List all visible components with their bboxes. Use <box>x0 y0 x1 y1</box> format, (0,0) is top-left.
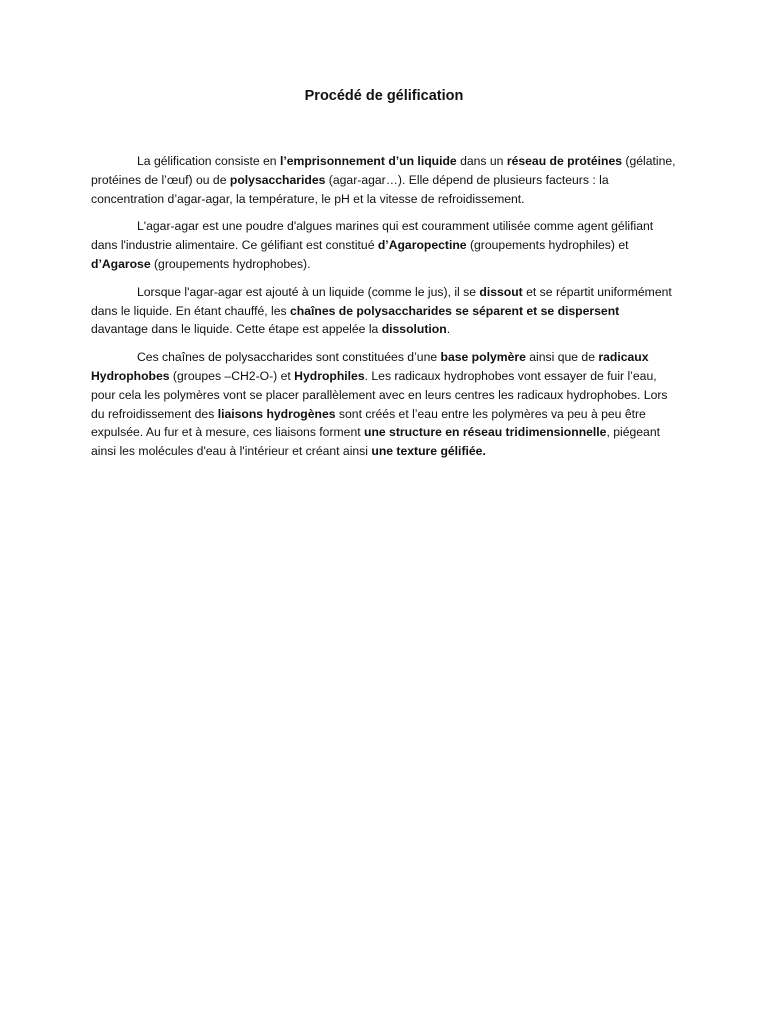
bold-text-run: une texture gélifiée. <box>371 444 486 459</box>
text-run: . Les radicaux hydrophobes vont essayer de fuir l’eau, pour cela les polymères vont se placer parallèlement avec en leurs centres les radicaux hydrophobes. Lors du refroidissement des <box>91 368 668 421</box>
text-run: (gélatine, protéines de l’œuf) ou de <box>91 154 676 187</box>
bold-text-run: radicaux Hydrophobes <box>91 350 649 383</box>
bold-text-run: d’Agaropectine <box>377 238 467 253</box>
text-run: (agar-agar…). Elle dépend de plusieurs facteurs : la concentration d’agar-agar, la température, le pH et la vitesse de refroidissement. <box>91 172 609 206</box>
bold-text-run: dissout <box>479 284 523 299</box>
text-run: , piégeant ainsi les molécules d'eau à l'intérieur et créant ainsi <box>91 425 661 459</box>
text-run: ainsi que de <box>525 350 599 365</box>
text-run: L'agar-agar est une poudre d'algues marines qui est couramment utilisée comme agent gélifiant dans l'industrie alimentaire. Ce gélifiant est constitué <box>91 219 654 253</box>
bold-text-run: dissolution <box>381 322 447 337</box>
bold-text-run: réseau de protéines <box>506 154 623 168</box>
paragraph <box>91 283 678 339</box>
bold-text-run: une structure en réseau tridimensionnelle <box>364 425 607 440</box>
bold-text-run: chaînes de polysaccharides se séparent et se dispersent <box>289 303 620 318</box>
bold-text-run: base polymère <box>440 350 526 365</box>
document-body <box>91 152 678 470</box>
bold-text-run: l’emprisonnement d’un liquide <box>279 154 457 168</box>
paragraph <box>91 217 678 273</box>
text-run: et se répartit uniformément dans le liquide. En étant chauffé, les <box>91 284 672 318</box>
text-run: dans un <box>456 154 507 168</box>
paragraph <box>91 348 678 461</box>
text-run: (groupements hydrophobes). <box>150 256 311 271</box>
text-run: davantage dans le liquide. Cette étape est appelée la <box>91 322 382 337</box>
text-run: sont créés et l’eau entre les polymères va peu à peu être expulsée. Au fur et à mesure, ces liaisons forment <box>91 406 646 440</box>
document-title: Procédé de gélification <box>304 88 464 104</box>
text-run: Ces chaînes de polysaccharides sont constituées d’une <box>137 350 441 365</box>
bold-text-run: d’Agarose <box>91 256 151 271</box>
bold-text-run: polysaccharides <box>229 172 326 187</box>
text-run: . <box>446 322 451 337</box>
text-run: (groupes –CH2-O-) et <box>169 368 295 383</box>
bold-text-run: liaisons hydrogènes <box>217 406 336 421</box>
text-run: La gélification consiste en <box>137 154 280 168</box>
bold-text-run: Hydrophiles <box>294 368 365 383</box>
text-run: Lorsque l'agar-agar est ajouté à un liquide (comme le jus), il se <box>137 284 480 299</box>
paragraph <box>91 152 678 208</box>
text-run: (groupements hydrophiles) et <box>466 238 629 253</box>
